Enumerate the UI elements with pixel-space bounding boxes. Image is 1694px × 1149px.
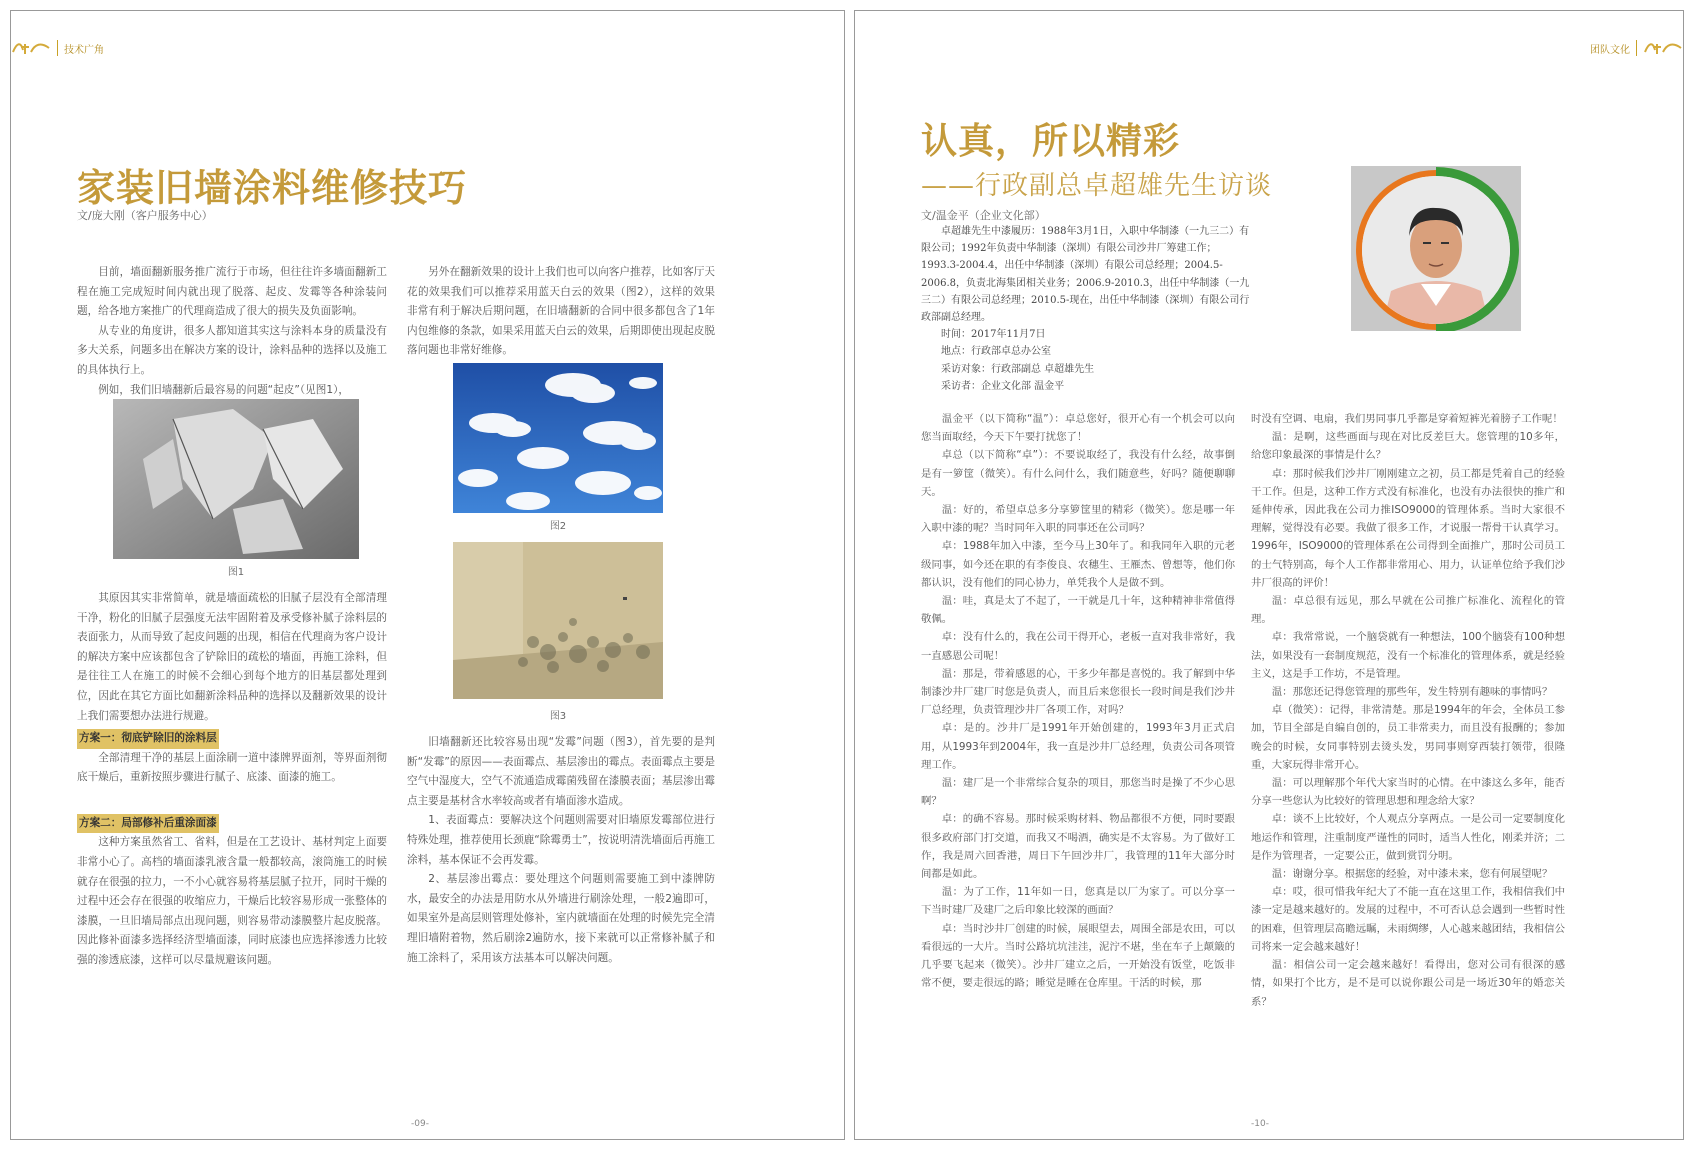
column-2-bottom <box>407 733 715 968</box>
qa-paragraph: 温：建厂是一个非常综合复杂的项目，那您当时是操了不少心思啊？ <box>921 777 1235 808</box>
qa-paragraph: 卓：1988年加入中漆，至今马上30年了。和我同年入职的元老级同事，如今还在职的有李俊良、农穗生、王雁杰、曾想等，他们你都认识，没有他们的同心协力，单凭我个人是做不到。 <box>921 540 1235 589</box>
right-header <box>1590 36 1683 60</box>
qa-paragraph: 温：好的，希望卓总多分享箩筐里的精彩（微笑）。您是哪一年入职中漆的呢？当时同年入职的同事还在公司吗？ <box>921 504 1235 535</box>
qa-paragraph: 温金平（以下简称“温”）：卓总您好，很开心有一个机会可以向您当面取经，今天下午要打扰您了！ <box>921 413 1235 444</box>
interview-column-2 <box>1251 410 1565 1011</box>
left-page <box>10 10 845 1140</box>
article-byline: 文/温金平（企业文化部） <box>921 209 1046 222</box>
paragraph: 旧墙翻新还比较容易出现“发霉”问题（图3），首先要的是判断“发霉”的原因——表面霉点、基层渗出的霉点。表面霉点主要是空气中湿度大，空气不流通造成霉菌残留在漆膜表面；基层渗出霉点主要是基材含水率较高或者有墙面渗水造成。 <box>407 736 715 807</box>
qa-paragraph: 卓：没有什么的，我在公司干得开心，老板一直对我非常好，我一直感恩公司呢！ <box>921 631 1235 662</box>
plan-2-text: 这种方案虽然省工、省料，但是在工艺设计、基材判定上面要非常小心了。高档的墙面漆乳液含量一般都较高，滚筒施工的时候就存在很强的拉力，一不小心就容易将基层腻子拉开，同时干燥的过程中还会存在很强的收缩应力，干燥后比较容易形成一张整体的漆膜，一旦旧墙局部点出现问题，则容易带动漆膜整片起皮脱落。因此修补面漆多选择经济型墙面漆，同时底漆也应选择渗透力比较强的渗透底漆，这样可以尽量规避该问题。 <box>77 836 387 966</box>
plan-2-heading: 方案二：局部修补后重涂面漆 <box>77 814 219 834</box>
left-header <box>11 36 104 60</box>
bio-text: 卓超雄先生中漆履历：1988年3月1日，入职中华制漆（一九三二）有限公司；1992年负责中华制漆（深圳）有限公司沙井厂筹建工作；1993.3-2004.4，出任中华制漆（深圳）有限公司总经理；2004.5-2006.8，负责北海集团相关业务；2006.9-2010.3，出任中华制漆（一九三二）有限公司总经理；2010.5-现在，出任中华制漆（深圳）有限公司行政部副总经理。 <box>921 226 1250 324</box>
interview-bio-block <box>921 223 1253 395</box>
column-1-middle <box>77 589 387 726</box>
qa-paragraph: 卓：我常常说，一个脑袋就有一种想法，100个脑袋有100种想法，如果没有一套制度规范，没有一个标准化的管理体系，就是经验主义，这是手工作坊，不是管理。 <box>1251 631 1565 680</box>
article-title: 家装旧墙涂料维修技巧 <box>77 166 468 210</box>
figure-3-moldy-wall <box>453 542 663 699</box>
column-1-plans <box>77 723 387 971</box>
figure-3-caption: 图3 <box>549 711 567 722</box>
qa-paragraph: 温：哇，真是太了不起了，一干就是几十年，这种精神非常值得敬佩。 <box>921 595 1235 626</box>
interview-time: 时间：2017年11月7日 <box>941 329 1046 341</box>
section-label: 技术广角 <box>64 44 104 56</box>
page-number: -10- <box>1251 1119 1269 1129</box>
article-subtitle: ——行政副总卓超雄先生访谈 <box>921 171 1273 201</box>
paragraph: 从专业的角度讲，很多人都知道其实这与涂料本身的质量没有多大关系，问题多出在解决方案的设计，涂料品种的选择以及施工的具体执行上。 <box>77 324 387 376</box>
paragraph: 其原因其实非常简单，就是墙面疏松的旧腻子层没有全部清理干净，粉化的旧腻子层强度无法牢固附着及承受修补腻子涂料层的表面张力，从而导致了起皮问题的出现，相信在代理商为客户设计的解决方案中应该都包含了铲除旧的疏松的墙面，再施工涂料，但是往往工人在施工的时候不会细心到每个地方的旧基层都处理到位，因此在其它方面比如翻新涂料品种的选择以及翻新效果的设计上我们需要想办法进行规避。 <box>77 592 387 722</box>
paragraph: 1、表面霉点：要解决这个问题则需要对旧墙原发霉部位进行特殊处理，推荐使用长颈鹿“除霉勇士”，按说明清洗墙面后再施工涂料，基本保证不会再发霉。 <box>407 814 715 866</box>
column-1-top <box>77 263 387 400</box>
paragraph: 目前，墙面翻新服务推广流行于市场，但往往许多墙面翻新工程在施工完成短时间内就出现了脱落、起皮、发霉等各种涂装问题，给各地方案推广的代理商造成了很大的损失及负面影响。 <box>77 266 387 318</box>
interview-location: 地点：行政部卓总办公室 <box>941 346 1051 358</box>
qa-paragraph: 温：是啊，这些画面与现在对比反差巨大。您管理的10多年，给您印象最深的事情是什么？ <box>1251 431 1565 462</box>
paragraph: 例如，我们旧墙翻新后最容易的问题“起皮”（见图1）， <box>98 383 349 396</box>
article-byline: 文/庞大刚（客户服务中心） <box>77 209 213 222</box>
figure-1-peeling-paint <box>113 399 359 559</box>
plan-1-text: 全部清理干净的基层上面涂刷一道中漆牌界面剂，等界面剂彻底干燥后，重新按照步骤进行腻子、底漆、面漆的施工。 <box>77 751 387 784</box>
right-page <box>854 10 1684 1140</box>
qa-paragraph: 温：谢谢分享。根据您的经验，对中漆未来，您有何展望呢？ <box>1271 868 1553 881</box>
page-number: -09- <box>411 1119 429 1129</box>
column-2-top <box>407 263 715 361</box>
portrait-photo <box>1351 166 1521 331</box>
interviewer: 采访者：企业文化部 温金平 <box>941 380 1065 392</box>
header-divider <box>57 40 58 56</box>
qa-paragraph: 温：相信公司一定会越来越好！看得出，您对公司有很深的感情，如果打个比方，是不是可以说你跟公司是一场近30年的婚恋关系？ <box>1251 959 1565 1008</box>
plan-1-heading: 方案一：彻底铲除旧的涂料层 <box>77 729 219 749</box>
qa-paragraph: 卓：的确不容易。那时候采购材料、物品都很不方便，同时要跟很多政府部门打交道，而我又不喝酒，确实是不太容易。为了做好工作，我是周六回香港，周日下午回沙井厂，我管理的11年大部分时间都是如此。 <box>921 813 1235 881</box>
figure-2-blue-sky <box>453 363 663 513</box>
qa-paragraph: 温：可以理解那个年代大家当时的心情。在中漆这么多年，能否分享一些您认为比较好的管理思想和理念给大家？ <box>1251 777 1565 808</box>
qa-paragraph: 卓：哎，很可惜我年纪大了不能一直在这里工作，我相信我们中漆一定是越来越好的。发展的过程中，不可否认总会遇到一些暂时性的困难，但管理层高瞻远瞩，未雨绸缪，人心越来越团结，我相信公司将来一定会越来越好！ <box>1251 886 1565 953</box>
brand-logo <box>1643 38 1683 58</box>
qa-paragraph: 温：那您还记得您管理的那些年，发生特别有趣味的事情吗？ <box>1271 686 1553 699</box>
qa-paragraph: 温：卓总很有远见，那么早就在公司推广标准化、流程化的管理。 <box>1251 595 1565 626</box>
qa-paragraph: 卓：是的。沙井厂是1991年开始创建的，1993年3月正式启用，从1993年到2004年，我一直是沙井厂总经理，负责公司各项管理工作。 <box>921 722 1235 771</box>
figure-1-caption: 图1 <box>227 567 245 578</box>
qa-paragraph: 卓总（以下简称“卓”）：不要说取经了，我没有什么经，故事倒是有一箩筐（微笑）。有什么问什么，我们随意些，好吗？随便聊聊天。 <box>921 449 1235 498</box>
qa-paragraph: 卓：当时沙井厂创建的时候，展眼望去，周围全部是农田，可以看很远的一大片。当时公路坑坑洼洼，泥泞不堪，坐在车子上颠簸的几乎要飞起来（微笑）。沙井厂建立之后，一开始没有饭堂，吃饭非常不便，要走很远的路；睡觉是睡在仓库里。干活的时候，那 <box>921 922 1235 990</box>
section-label: 团队文化 <box>1590 44 1630 56</box>
paragraph: 另外在翻新效果的设计上我们也可以向客户推荐，比如客厅天花的效果我们可以推荐采用蓝天白云的效果（图2），这样的效果非常有利于解决后期问题，在旧墙翻新的合同中很多都包含了1年内包维修的条款，如果采用蓝天白云的效果，后期即使出现起皮脱落问题也非常好维修。 <box>407 266 715 357</box>
figure-2-caption: 图2 <box>549 521 567 532</box>
interviewee: 采访对象：行政部副总 卓超雄先生 <box>941 363 1095 375</box>
article-title: 认真，所以精彩 <box>921 121 1181 162</box>
qa-paragraph: 卓：那时候我们沙井厂刚刚建立之初，员工都是凭着自己的经验干工作。但是，这种工作方式没有标准化，也没有办法很快的推广和延伸传承，因此我在公司力推ISO9000的管理体系。当时大家很不理解，觉得没有必要。我做了很多工作，才说服一帮骨干认真学习。1996年，ISO9000的管理体系在公司得到全面推广，那时公司员工的士气特别高，每个人工作都非常用心、用力，认证单位给予我们沙井厂很高的评价！ <box>1251 467 1565 589</box>
qa-paragraph: 温：那是，带着感恩的心，干多少年都是喜悦的。我了解到中华制漆沙井厂建厂时您是负责人，而且后来您很长一段时间是我们沙井厂总经理，负责管理沙井厂各项工作，对吗？ <box>921 667 1235 717</box>
qa-paragraph: 卓（微笑）：记得，非常清楚。那是1994年的年会，全体员工参加，节目全部是自编自创的，员工非常卖力，而且没有报酬的；参加晚会的时候，女同事特别去烫头发，男同事则穿西装打领带，很隆重，大家玩得非常开心。 <box>1251 704 1565 771</box>
interview-column-1 <box>921 410 1235 993</box>
paragraph: 2、基层渗出霉点：要处理这个问题则需要施工到中漆牌防水，最安全的办法是用防水从外墙进行刷涂处理，一般2遍即可，如果室外是高层则管理处修补，室内就墙面在处理的时候先完全清理旧墙附着物，然后刷涂2遍防水，接下来就可以正常修补腻子和施工涂料了，采用该方法基本可以解决问题。 <box>407 873 715 964</box>
qa-paragraph: 卓：谈不上比较好，个人观点分享两点。一是公司一定要制度化地运作和管理，注重制度严谨性的同时，适当人性化，刚柔并济；二是作为管理者，一定要公正，做到赏罚分明。 <box>1251 813 1565 862</box>
header-divider <box>1636 40 1637 56</box>
qa-paragraph: 时没有空调、电扇，我们男同事几乎都是穿着短裤光着膀子工作呢！ <box>1251 413 1563 425</box>
brand-logo <box>11 38 51 58</box>
qa-paragraph: 温：为了工作，11年如一日，您真是以厂为家了。可以分享一下当时建厂及建厂之后印象比较深的画面？ <box>921 886 1235 917</box>
